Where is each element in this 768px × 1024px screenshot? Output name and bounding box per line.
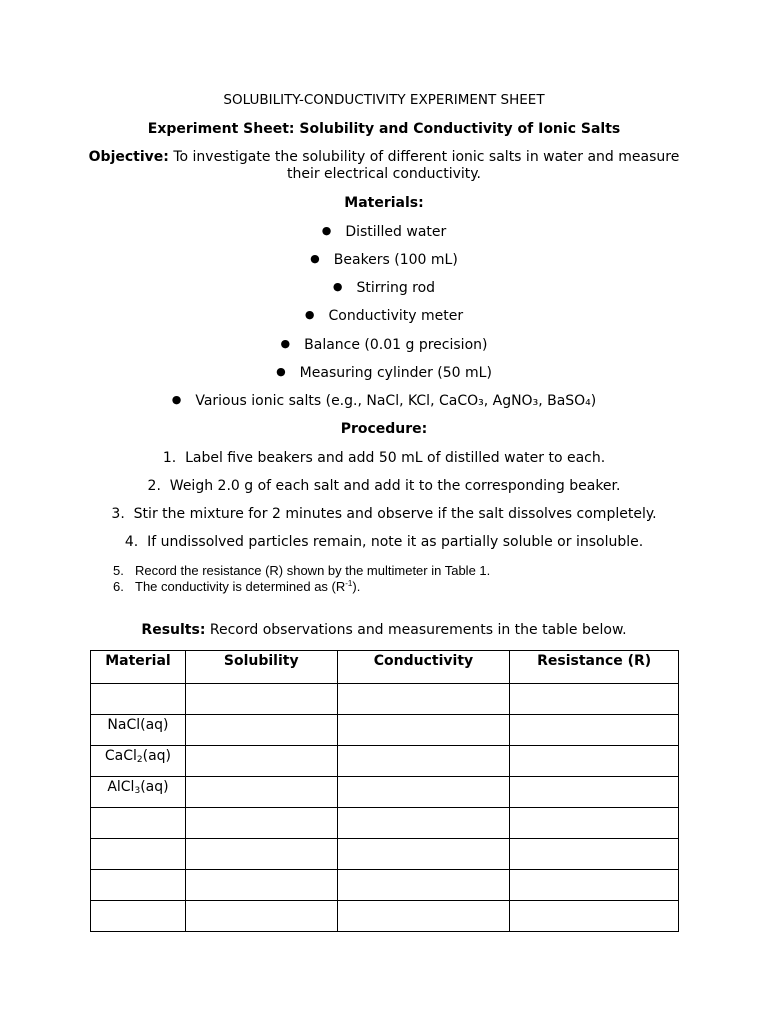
table-cell-material[interactable]: CaCl$_2$(aq) — [91, 746, 186, 777]
table-row — [91, 777, 679, 808]
table-cell-resistance[interactable] — [510, 715, 679, 746]
table-cell-conductivity[interactable] — [337, 839, 510, 870]
table-row — [91, 901, 679, 932]
table-cell-solubility[interactable] — [185, 715, 337, 746]
table-cell-solubility[interactable] — [185, 901, 337, 932]
procedure-step: 3. Stir the mixture for 2 minutes and observe if the salt dissolves completely. — [111, 506, 657, 522]
table-cell-conductivity[interactable] — [337, 870, 510, 901]
materials-list-item: ● Distilled water — [321, 224, 447, 240]
table-cell-material[interactable] — [91, 839, 186, 870]
materials-list-item: ● Stirring rod — [332, 280, 436, 296]
table-row — [91, 839, 679, 870]
table-cell-resistance[interactable] — [510, 684, 679, 715]
materials-list-item: ● Various ionic salts (e.g., NaCl, KCl, CaCO₃, AgNO₃, BaSO₄) — [171, 393, 597, 409]
table-cell-solubility[interactable] — [185, 746, 337, 777]
header-solubility: Solubility — [185, 651, 337, 684]
materials-heading: Materials: — [344, 195, 424, 211]
procedure-extra-steps — [113, 563, 490, 595]
table-cell-solubility[interactable] — [185, 684, 337, 715]
table-cell-solubility[interactable] — [185, 839, 337, 870]
table-cell-material[interactable]: NaCl(aq) — [91, 715, 186, 746]
procedure-step: 2. Weigh 2.0 g of each salt and add it to the corresponding beaker. — [147, 478, 621, 494]
bullet-icon: ● — [171, 393, 182, 406]
table-header-row — [91, 651, 679, 684]
bullet-icon: ● — [304, 308, 315, 321]
table-cell-resistance[interactable] — [510, 901, 679, 932]
table-row — [91, 684, 679, 715]
bullet-icon: ● — [321, 224, 332, 237]
table-cell-solubility[interactable] — [185, 808, 337, 839]
bullet-icon: ● — [332, 280, 343, 293]
header-resistance: Resistance (R) — [510, 651, 679, 684]
document-subtitle: Experiment Sheet: Solubility and Conductivity of Ionic Salts — [147, 121, 621, 137]
table-cell-solubility[interactable] — [185, 777, 337, 808]
results-text: Record observations and measurements in the table below. — [205, 622, 627, 638]
objective-text-line-1: To investigate the solubility of different ionic salts in water and measure — [168, 149, 680, 165]
table-cell-resistance[interactable] — [510, 777, 679, 808]
table-cell-resistance[interactable] — [510, 746, 679, 777]
results-label: Results: — [141, 622, 206, 638]
objective-label: Objective: — [88, 149, 169, 165]
objective-paragraph — [80, 149, 688, 183]
procedure-step: 4. If undissolved particles remain, note it as partially soluble or insoluble. — [124, 534, 644, 550]
table-cell-material[interactable] — [91, 808, 186, 839]
table-cell-conductivity[interactable] — [337, 746, 510, 777]
table-cell-conductivity[interactable] — [337, 777, 510, 808]
table-cell-material[interactable]: AlCl$_3$(aq) — [91, 777, 186, 808]
table-cell-resistance[interactable] — [510, 839, 679, 870]
bullet-icon: ● — [310, 252, 320, 265]
document-title: SOLUBILITY-CONDUCTIVITY EXPERIMENT SHEET — [223, 92, 545, 108]
table-cell-conductivity[interactable] — [337, 901, 510, 932]
table-cell-conductivity[interactable] — [337, 684, 510, 715]
table-cell-material[interactable] — [91, 901, 186, 932]
bullet-icon: ● — [280, 337, 291, 350]
table-cell-resistance[interactable] — [510, 870, 679, 901]
procedure-heading: Procedure: — [340, 421, 428, 437]
procedure-step: 1. Label five beakers and add 50 mL of distilled water to each. — [162, 450, 606, 466]
table-cell-solubility[interactable] — [185, 870, 337, 901]
materials-list-item: ● Conductivity meter — [304, 308, 464, 324]
table-row — [91, 808, 679, 839]
header-material: Material — [91, 651, 186, 684]
materials-list-item: ● Measuring cylinder (50 mL) — [276, 365, 492, 381]
table-cell-conductivity[interactable] — [337, 808, 510, 839]
table-row — [91, 870, 679, 901]
materials-list-item: ● Balance (0.01 g precision) — [280, 337, 488, 353]
results-table — [90, 650, 679, 932]
table-cell-material[interactable] — [91, 870, 186, 901]
bullet-icon: ● — [276, 365, 286, 378]
header-conductivity: Conductivity — [337, 651, 510, 684]
table-row — [91, 715, 679, 746]
procedure-step: 5. Record the resistance (R) shown by the multimeter in Table 1. — [113, 563, 491, 578]
materials-list-item: ● Beakers (100 mL) — [310, 252, 458, 268]
objective-text-line-2: their electrical conductivity. — [286, 166, 481, 182]
procedure-step: 6. The conductivity is determined as $(R^{-1})$. — [113, 579, 361, 594]
table-cell-resistance[interactable] — [510, 808, 679, 839]
table-cell-conductivity[interactable] — [337, 715, 510, 746]
results-paragraph — [0, 622, 768, 638]
table-cell-material[interactable] — [91, 684, 186, 715]
table-row — [91, 746, 679, 777]
